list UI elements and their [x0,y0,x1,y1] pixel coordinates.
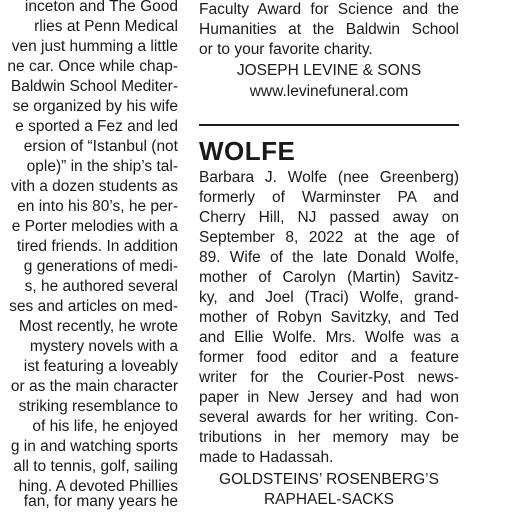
obituary-line: several awards for her writing. Con- [199,409,459,426]
left-column-line: rlies at Penn Medical [34,18,178,35]
left-column-line: inceton and The Good [24,0,178,15]
left-column-line: all to tennis, golf, sailing [13,458,178,475]
obituary-line: ky, and Joel (Traci) Wolfe, grand- [199,289,459,306]
left-column-line: ople)” in the ship’s tal- [26,158,178,175]
left-column-line: mystery novels with a [29,338,178,355]
obituary-line: formerly of Warminster PA and [199,189,459,206]
previous-notice-line: Faculty Award for Science and the [199,1,459,18]
obituary-line: and Ellie Wolfe. Mrs. Wolfe was a [199,329,459,346]
left-column-line: ne car. Once while chap- [7,58,178,75]
left-column-line: striking resemblance to [18,398,178,415]
obituary-line: tributions in her memory may be [199,429,459,446]
left-column-line: e sported a Fez and led [15,118,178,135]
left-column-line: s, he authored several [24,278,178,295]
left-column-line: g in and watching sports [10,438,178,455]
obituary-line: mother of Carolyn (Martin) Savitz- [199,269,459,286]
left-column-line: ses and articles on med- [9,298,178,315]
left-column-line: Baldwin School Mediter- [10,78,178,95]
obituary-line: September 8, 2022 at the age of [199,229,459,246]
section-divider [199,124,459,126]
left-column-line: ersion of “Istanbul (not [23,138,178,155]
left-column-line: se organized by his wife [12,98,178,115]
left-column-line: ist featuring a loveably [23,358,178,375]
left-column-line: fan, for many years he [23,493,178,510]
obituary-line: paper in New Jersey and had won [199,389,459,406]
left-column-line: e Porter melodies with a [11,218,178,235]
obituary-line: writer for the Courier-Post news- [199,369,459,386]
previous-notice-line: or to your favorite charity. [199,41,373,58]
left-column-line: vith a dozen students as [10,178,178,195]
obituary-line: former food editor and a feature [199,349,459,366]
funeral-home-name: RAPHAEL-SACKS [263,491,395,508]
left-column-line: tired friends. In addition [16,238,178,255]
obituary-line: made to Hadassah. [199,449,334,466]
left-column-line: Most recently, he wrote [18,318,178,335]
funeral-home-website: www.levinefuneral.com [249,83,409,100]
funeral-home-name: GOLDSTEINS’ ROSENBERG’S [219,471,439,488]
obituary-line: Cherry Hill, NJ passed away on [199,209,459,226]
previous-notice-line: Humanities at the Baldwin School [199,21,459,38]
obituary-line: mother of Robyn Savitzky, and Ted [199,309,459,326]
obituary-line: 89. Wife of the late Donald Wolfe, [199,249,459,266]
funeral-home-name: JOSEPH LEVINE & SONS [236,62,422,79]
left-column-line: g generations of medi- [23,258,178,275]
obituary-name: WOLFE [199,136,296,166]
left-column-line: or as the main character [10,378,178,395]
left-column-line: en into his 80’s, he per- [17,198,178,215]
left-column-line: hing. A devoted Phillies [18,478,178,495]
obituary-line: Barbara J. Wolfe (nee Greenberg) [199,169,459,186]
left-column-line: of his life, he enjoyed [32,418,178,435]
left-column-line: ven just humming a little [11,38,178,55]
